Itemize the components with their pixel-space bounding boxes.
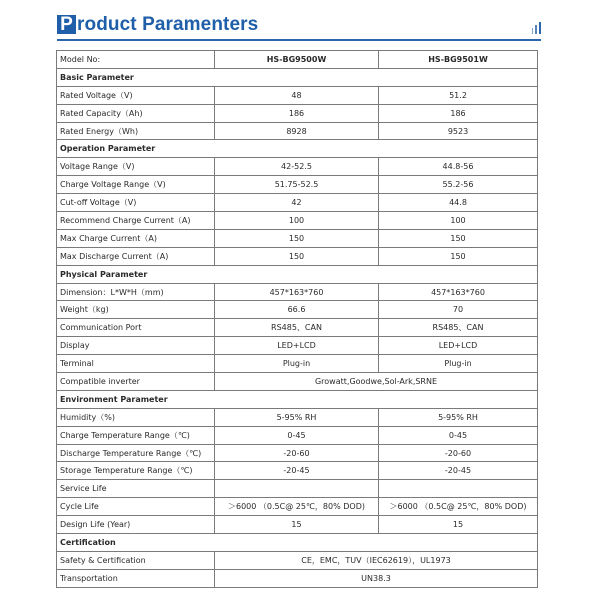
table-row (57, 569, 538, 587)
row-label: Storage Temperature Range（℃) (57, 462, 215, 480)
section-title: Basic Parameter (57, 68, 538, 86)
row-label: Rated Capacity（Ah) (57, 104, 215, 122)
row-value: 70 (379, 301, 538, 319)
table-row (57, 283, 538, 301)
row-value-merged: UN38.3 (215, 569, 538, 587)
section-title: Certification (57, 534, 538, 552)
table-row (57, 229, 538, 247)
row-value-merged: CE，EMC，TUV（IEC62619），UL1973 (215, 551, 538, 569)
row-label: Recommend Charge Current（A) (57, 212, 215, 230)
table-row (57, 247, 538, 265)
table-row (57, 551, 538, 569)
row-label: Transportation (57, 569, 215, 587)
section-header-row (57, 265, 538, 283)
model-label: Model No: (57, 51, 215, 69)
row-value: 0-45 (215, 426, 379, 444)
table-row (57, 426, 538, 444)
table-row (57, 158, 538, 176)
model-row (57, 51, 538, 69)
row-value: 186 (379, 104, 538, 122)
row-label: Communication Port (57, 319, 215, 337)
row-value: -20-45 (379, 462, 538, 480)
row-value: 44.8 (379, 194, 538, 212)
row-label: Compatible inverter (57, 373, 215, 391)
section-title: Operation Parameter (57, 140, 538, 158)
row-value: -20-60 (379, 444, 538, 462)
row-value: LED+LCD (379, 337, 538, 355)
section-header-row (57, 534, 538, 552)
table-row (57, 355, 538, 373)
row-value: ＞6000 （0.5C@ 25℃，80% DOD) (379, 498, 538, 516)
model-name: HS-BG9501W (379, 51, 538, 69)
row-value: Plug-in (215, 355, 379, 373)
table-row (57, 462, 538, 480)
table-row (57, 498, 538, 516)
section-title: Physical Parameter (57, 265, 538, 283)
row-value: -20-60 (215, 444, 379, 462)
row-value: 44.8-56 (379, 158, 538, 176)
row-value: 5-95% RH (379, 408, 538, 426)
row-label: Design Life (Year) (57, 516, 215, 534)
row-value: 150 (379, 247, 538, 265)
row-value: 42 (215, 194, 379, 212)
row-value: LED+LCD (215, 337, 379, 355)
row-value: -20-45 (215, 462, 379, 480)
row-value: 48 (215, 86, 379, 104)
row-label: Discharge Temperature Range（℃) (57, 444, 215, 462)
row-value: 0-45 (379, 426, 538, 444)
row-label: Weight（kg) (57, 301, 215, 319)
row-value: 42-52.5 (215, 158, 379, 176)
signal-bars-icon (532, 22, 542, 34)
row-value: 100 (379, 212, 538, 230)
row-label: Cycle Life (57, 498, 215, 516)
section-header-row (57, 390, 538, 408)
row-value: 15 (215, 516, 379, 534)
row-label: Max Charge Current（A) (57, 229, 215, 247)
table-row (57, 373, 538, 391)
table-row (57, 444, 538, 462)
page-heading (57, 12, 258, 34)
row-value: RS485、CAN (215, 319, 379, 337)
row-value: 150 (215, 229, 379, 247)
table-row (57, 337, 538, 355)
row-value: 51.2 (379, 86, 538, 104)
row-value: 9523 (379, 122, 538, 140)
page-title: roduct Paramenters (77, 14, 259, 35)
table-row (57, 212, 538, 230)
row-value: 5-95% RH (215, 408, 379, 426)
row-value: 51.75-52.5 (215, 176, 379, 194)
row-label: Humidity（%) (57, 408, 215, 426)
row-value: 457*163*760 (379, 283, 538, 301)
row-value: 55.2-56 (379, 176, 538, 194)
row-value: 186 (215, 104, 379, 122)
row-value: 150 (379, 229, 538, 247)
table-row (57, 480, 538, 498)
row-value: 8928 (215, 122, 379, 140)
row-label: Dimension：L*W*H（mm) (57, 283, 215, 301)
row-value (379, 480, 538, 498)
product-parameters-table (56, 50, 538, 588)
table-row (57, 194, 538, 212)
row-value: 66.6 (215, 301, 379, 319)
row-value: RS485、CAN (379, 319, 538, 337)
row-label: Rated Voltage（V) (57, 86, 215, 104)
row-value: Plug-in (379, 355, 538, 373)
row-value-merged: Growatt,Goodwe,Sol-Ark,SRNE (215, 373, 538, 391)
row-label: Max Discharge Current（A) (57, 247, 215, 265)
row-value: ＞6000 （0.5C@ 25℃，80% DOD) (215, 498, 379, 516)
row-label: Service Life (57, 480, 215, 498)
row-value: 457*163*760 (215, 283, 379, 301)
row-label: Rated Energy（Wh) (57, 122, 215, 140)
table-row (57, 176, 538, 194)
title-badge: P (57, 15, 76, 34)
section-title: Environment Parameter (57, 390, 538, 408)
table-row (57, 319, 538, 337)
table-row (57, 104, 538, 122)
table-row (57, 301, 538, 319)
row-value: 15 (379, 516, 538, 534)
table-row (57, 122, 538, 140)
row-label: Voltage Range（V) (57, 158, 215, 176)
table-row (57, 516, 538, 534)
row-label: Safety & Certification (57, 551, 215, 569)
model-name: HS-BG9500W (215, 51, 379, 69)
row-label: Display (57, 337, 215, 355)
table-row (57, 408, 538, 426)
section-header-row (57, 140, 538, 158)
row-label: Charge Temperature Range（℃) (57, 426, 215, 444)
row-label: Cut-off Voltage（V) (57, 194, 215, 212)
section-header-row (57, 68, 538, 86)
row-label: Charge Voltage Range（V) (57, 176, 215, 194)
row-value: 100 (215, 212, 379, 230)
title-underline (57, 39, 541, 41)
row-label: Terminal (57, 355, 215, 373)
row-value: 150 (215, 247, 379, 265)
row-value (215, 480, 379, 498)
table-row (57, 86, 538, 104)
